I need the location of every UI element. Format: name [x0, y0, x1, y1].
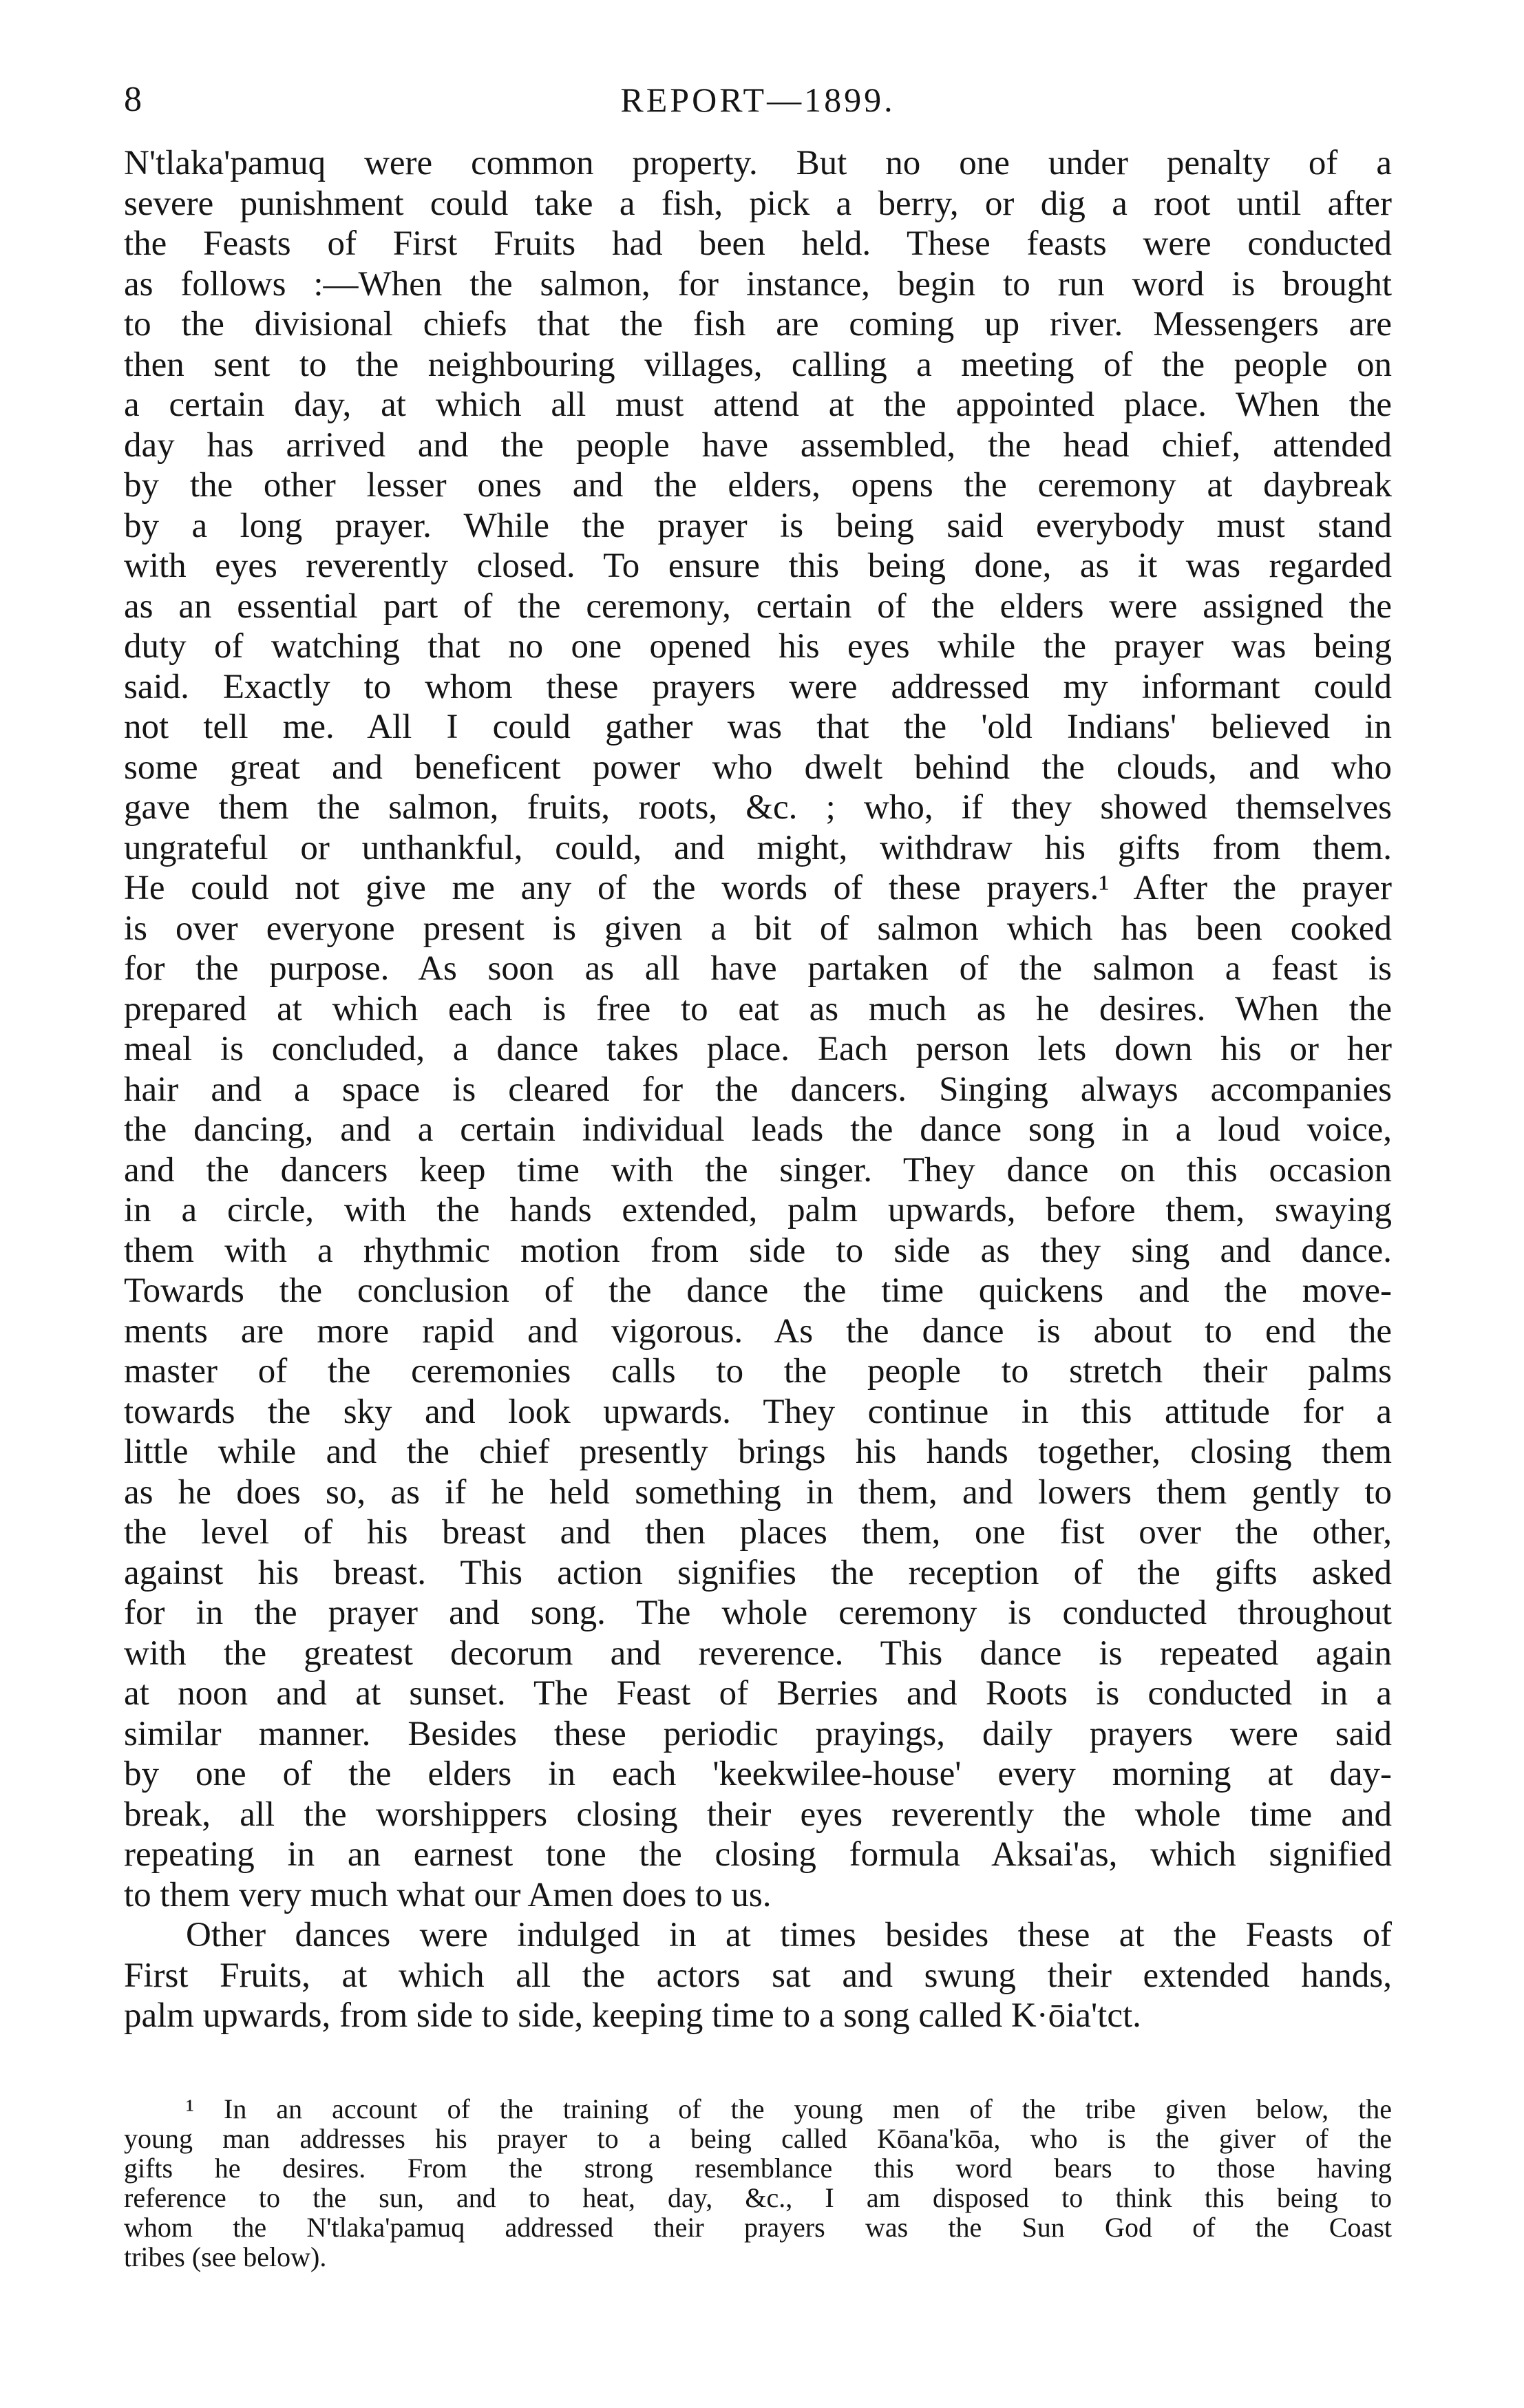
- paragraph-line: break, all the worshippers closing their eyes reverently the whole time and: [124, 1795, 1392, 1834]
- paragraph-line: towards the sky and look upwards. They continue in this attitude for a: [124, 1392, 1392, 1431]
- paragraph-line: palm upwards, from side to side, keeping time to a song called K·ōia'tct.: [124, 1996, 1141, 2035]
- footnote-line: gifts he desires. From the strong resemblance this word bears to those having: [124, 2153, 1392, 2184]
- paragraph-line: with eyes reverently closed. To ensure this being done, as it was regarded: [124, 547, 1392, 585]
- paragraph-line: for the purpose. As soon as all have partaken of the salmon a feast is: [124, 949, 1392, 988]
- footnote-line: reference to the sun, and to heat, day, &c., I am disposed to think this being to: [124, 2182, 1392, 2213]
- paragraph-line: as an essential part of the ceremony, certain of the elders were assigned the: [124, 587, 1392, 626]
- running-title: REPORT—1899.: [620, 81, 896, 119]
- paragraph-line: Other dances were indulged in at times besides these at the Feasts of: [186, 1916, 1392, 1954]
- paragraph-line: to the divisional chiefs that the fish are coming up river. Messengers are: [124, 305, 1392, 344]
- paragraph-line: hair and a space is cleared for the dancers. Singing always accompanies: [124, 1070, 1392, 1109]
- paragraph-line: and the dancers keep time with the singer. They dance on this occasion: [124, 1150, 1392, 1190]
- paragraph-line: Towards the conclusion of the dance the time quickens and the move-: [124, 1271, 1392, 1310]
- footnote-line: whom the N'tlaka'pamuq addressed their prayers was the Sun God of the Coast: [124, 2212, 1392, 2243]
- paragraph-line: at noon and at sunset. The Feast of Berries and Roots is conducted in a: [124, 1674, 1392, 1713]
- paragraph-line: some great and beneficent power who dwelt behind the clouds, and who: [124, 748, 1392, 787]
- paragraph-line: them with a rhythmic motion from side to side as they sing and dance.: [124, 1231, 1392, 1270]
- paragraph-line: not tell me. All I could gather was that the 'old Indians' believed in: [124, 708, 1392, 746]
- paragraph-line: against his breast. This action signifies the reception of the gifts asked: [124, 1553, 1392, 1592]
- paragraph-line: severe punishment could take a fish, pick a berry, or dig a root until after: [124, 184, 1392, 223]
- paragraph-line: day has arrived and the people have assembled, the head chief, attended: [124, 425, 1392, 465]
- paragraph-line: then sent to the neighbouring villages, calling a meeting of the people on: [124, 345, 1392, 384]
- footnotes: [124, 2094, 1392, 2272]
- paragraph-line: meal is concluded, a dance takes place. Each person lets down his or her: [124, 1030, 1392, 1068]
- paragraph-line: to them very much what our Amen does to us.: [124, 1875, 772, 1914]
- paragraph-line: with the greatest decorum and reverence. This dance is repeated again: [124, 1634, 1392, 1673]
- footnote-line: tribes (see below).: [124, 2241, 327, 2272]
- paragraph-line: He could not give me any of the words of these prayers.¹ After the prayer: [124, 869, 1392, 907]
- paragraph-line: the dancing, and a certain individual leads the dance song in a loud voice,: [124, 1110, 1392, 1149]
- paragraph-line: little while and the chief presently brings his hands together, closing them: [124, 1433, 1392, 1471]
- paragraph-line: prepared at which each is free to eat as much as he desires. When the: [124, 989, 1392, 1028]
- paragraph-line: by the other lesser ones and the elders, opens the ceremony at daybreak: [124, 466, 1392, 505]
- footnote-line: ¹ In an account of the training of the young men of the tribe given below, the: [186, 2093, 1392, 2124]
- paragraph-line: is over everyone present is given a bit of salmon which has been cooked: [124, 909, 1392, 948]
- paragraph-line: ungrateful or unthankful, could, and might, withdraw his gifts from them.: [124, 828, 1392, 867]
- paragraph-line: by one of the elders in each 'keekwilee-house' every morning at day-: [124, 1755, 1392, 1793]
- page-header: [124, 76, 1392, 124]
- paragraph-line: in a circle, with the hands extended, palm upwards, before them, swaying: [124, 1191, 1392, 1229]
- paragraph-line: repeating in an earnest tone the closing formula Aksai'as, which signified: [124, 1835, 1392, 1874]
- paragraph-line: similar manner. Besides these periodic prayings, daily prayers were said: [124, 1714, 1392, 1753]
- body-text: [124, 143, 1392, 2036]
- paragraph-line: First Fruits, at which all the actors sat and swung their extended hands,: [124, 1956, 1392, 1995]
- paragraph-line: ments are more rapid and vigorous. As the dance is about to end the: [124, 1311, 1392, 1351]
- paragraph-line: the level of his breast and then places them, one fist over the other,: [124, 1513, 1392, 1552]
- paragraph-line: the Feasts of First Fruits had been held. These feasts were conducted: [124, 224, 1392, 263]
- paragraph-line: by a long prayer. While the prayer is being said everybody must stand: [124, 506, 1392, 545]
- paragraph-line: duty of watching that no one opened his eyes while the prayer was being: [124, 627, 1392, 666]
- footnote-line: young man addresses his prayer to a being called Kōana'kōa, who is the giver of the: [124, 2123, 1392, 2154]
- paragraph-line: N'tlaka'pamuq were common property. But no one under penalty of a: [124, 144, 1392, 182]
- paragraph-line: master of the ceremonies calls to the people to stretch their palms: [124, 1352, 1392, 1391]
- paragraph-line: for in the prayer and song. The whole ceremony is conducted throughout: [124, 1594, 1392, 1632]
- paragraph-line: as he does so, as if he held something in them, and lowers them gently to: [124, 1472, 1392, 1512]
- paragraph-line: said. Exactly to whom these prayers were addressed my informant could: [124, 667, 1392, 706]
- paragraph-line: gave them the salmon, fruits, roots, &c. ; who, if they showed themselves: [124, 788, 1392, 827]
- paragraph-line: as follows :—When the salmon, for instance, begin to run word is brought: [124, 264, 1392, 304]
- page-number: 8: [124, 80, 142, 119]
- paragraph-line: a certain day, at which all must attend at the appointed place. When the: [124, 386, 1392, 424]
